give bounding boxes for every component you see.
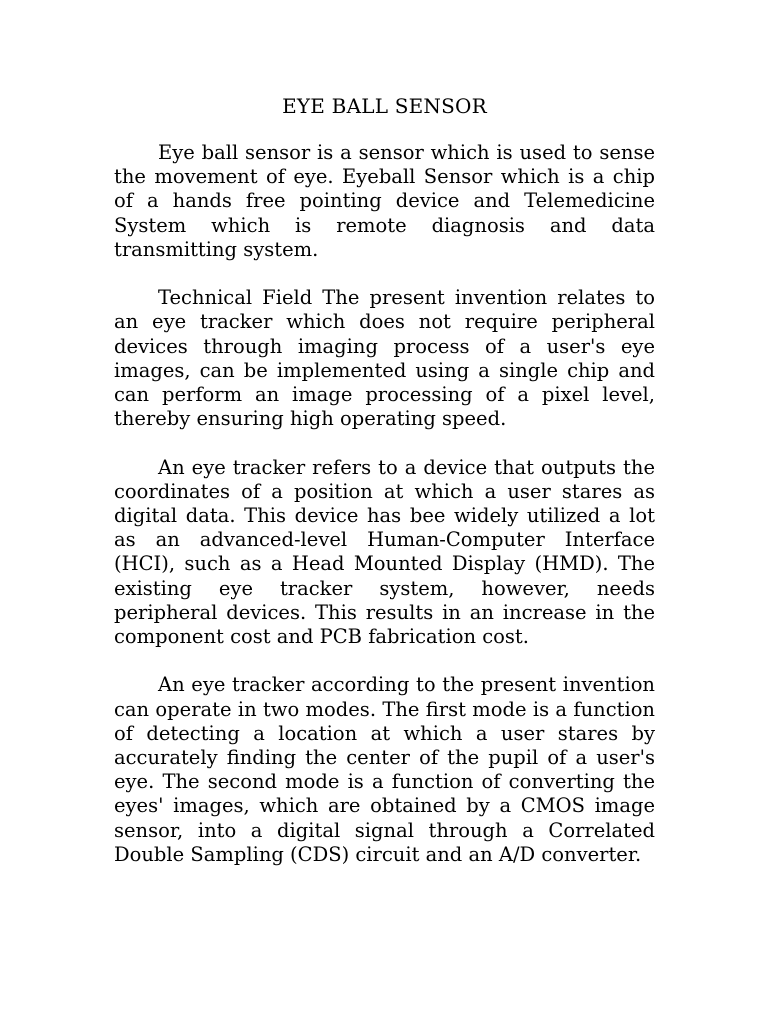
paragraph-technical-field: Technical Field The present invention relates to an eye tracker which does not require peripheral devices through imaging process of a user's eye images, can be implemented using a single chip and can perform an image processing of a pixel level, thereby ensuring high operating speed. [114, 286, 655, 431]
document-body [114, 141, 655, 891]
document-title: EYE BALL SENSOR [282, 94, 487, 118]
paragraph-eye-tracker-background: An eye tracker refers to a device that outputs the coordinates of a position at which a user stares as digital data. This device has bee widely utilized a lot as an advanced-level Human-Computer Interface (HCI), such as a Head Mounted Display (HMD). The existing eye tracker system, however, needs peripheral devices. This results in an increase in the component cost and PCB fabrication cost. [114, 455, 655, 649]
paragraph-definition: Eye ball sensor is a sensor which is used to sense the movement of eye. Eyeball Sensor which is a chip of a hands free pointing device and Telemedicine System which is remote diagnosis and data transmitting system. [114, 141, 655, 261]
paragraph-operating-modes: An eye tracker according to the present invention can operate in two modes. The first mode is a function of detecting a location at which a user stares by accurately finding the center of the pupil of a user's eye. The second mode is a function of converting the eyes' images, which are obtained by a CMOS image sensor, into a digital signal through a Correlated Double Sampling (CDS) circuit and an A/D converter. [114, 673, 655, 866]
